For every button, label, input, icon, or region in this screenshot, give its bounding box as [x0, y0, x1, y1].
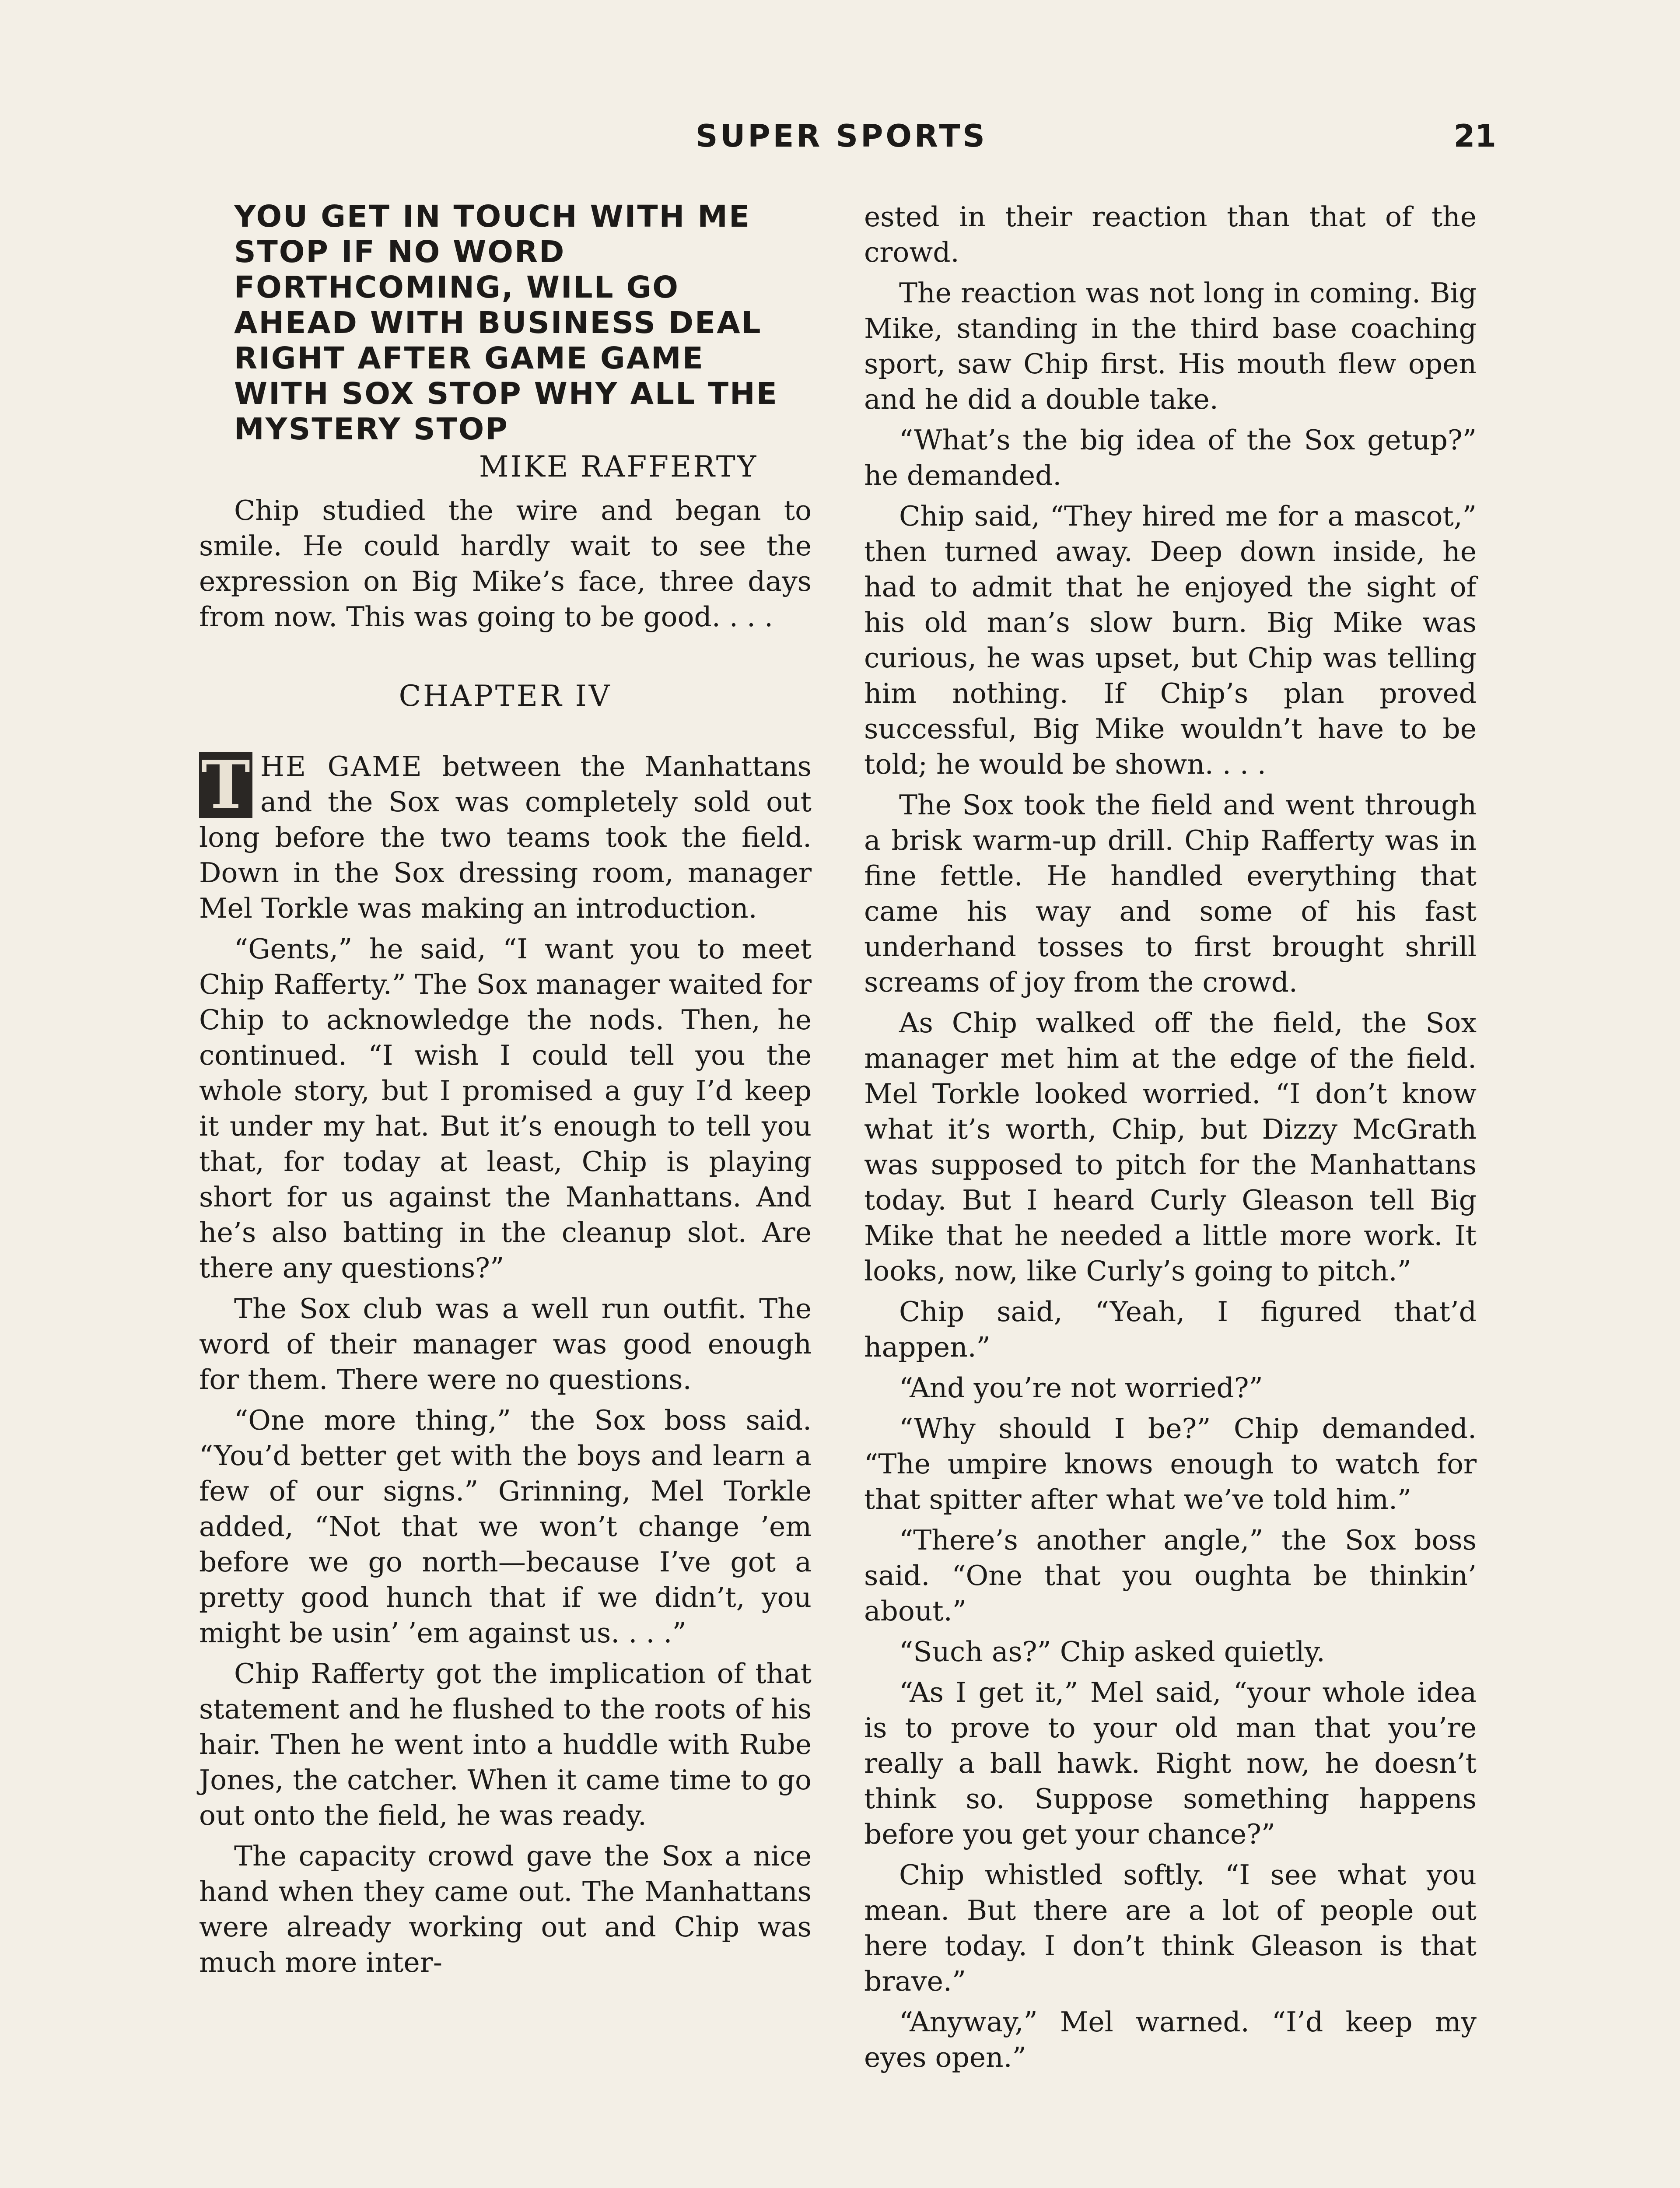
- chapter-heading: CHAPTER IV: [399, 679, 612, 713]
- left-column: [199, 199, 812, 1985]
- paragraph: As Chip walked off the field, the Sox manager met him at the edge of the field. Mel Torkle looked worried. “I don’t know what it’s worth, Chip, but Dizzy McGrath was supposed to pitch for the Manhattans today. But I heard Curly Gleason tell Big Mike that he needed a little more work. It looks, now, like Curly’s going to pitch.”: [864, 1007, 1477, 1287]
- paragraph: “One more thing,” the Sox boss said. “You’d better get with the boys and learn a few of our signs.” Grinning, Mel Torkle added, “Not that we won’t change ’em before we go north—because I’ve got a pretty good hunch that if we didn’t, you might be usin’ ’em against us. . . .”: [199, 1404, 812, 1649]
- paragraph: Chip said, “They hired me for a mascot,” then turned away. Deep down inside, he had to admit that he enjoyed the sight of his old man’s slow burn. Big Mike was curious, he was upset, but Chip was telling him nothing. If Chip’s plan proved successful, Big Mike wouldn’t have to be told; he would be shown. . . .: [864, 500, 1477, 780]
- paragraph: The capacity crowd gave the Sox a nice hand when they came out. The Manhattans were already working out and Chip was much more inter-: [199, 1840, 812, 1978]
- telegram-signature: MIKE RAFFERTY: [479, 450, 758, 484]
- paragraph: The Sox club was a well run outfit. The word of their manager was good enough for them. There were no questions.: [199, 1293, 812, 1396]
- paragraph: The reaction was not long in coming. Big Mike, standing in the third base coaching sport, saw Chip first. His mouth flew open and he did a double take.: [864, 277, 1477, 415]
- telegram-text: YOU GET IN TOUCH WITH ME STOP IF NO WORD FORTHCOMING, WILL GO AHEAD WITH BUSINESS DEAL RIGHT AFTER GAME GAME WITH SOX STOP WHY ALL THE MYSTERY STOP: [234, 199, 778, 447]
- opening-text: between the Manhattans and the Sox was completely sold out long before the two teams took the field. Down in the Sox dressing room, manager Mel Torkle was making an introduction.: [199, 750, 812, 924]
- paragraph: The Sox took the field and went through a brisk warm-up drill. Chip Rafferty was in fine fettle. He handled everything that came his way and some of his fast underhand tosses to first brought shrill screams of joy from the crowd.: [864, 789, 1477, 998]
- paragraph: “Why should I be?” Chip demanded. “The umpire knows enough to watch for that spitter after what we’ve told him.”: [864, 1413, 1477, 1515]
- paragraph: “There’s another angle,” the Sox boss said. “One that you oughta be thinkin’ about.”: [864, 1524, 1477, 1627]
- paragraph: “Anyway,” Mel warned. “I’d keep my eyes open.”: [864, 2006, 1477, 2073]
- paragraph: Chip whistled softly. “I see what you mean. But there are a lot of people out here today. I don’t think Gleason is that brave.”: [864, 1859, 1477, 1997]
- paragraph: Chip studied the wire and began to smile. He could hardly wait to see the expression on Big Mike’s face, three days from now. This was going to be good. . . .: [199, 494, 812, 633]
- paragraph: “What’s the big idea of the Sox getup?” he demanded.: [864, 424, 1477, 491]
- paragraph: “Such as?” Chip asked quietly.: [899, 1636, 1325, 1668]
- running-head: SUPER SPORTS: [696, 118, 987, 154]
- right-column: [864, 199, 1477, 2080]
- paragraph-continued: ested in their reaction than that of the crowd.: [864, 201, 1477, 268]
- page-number: 21: [1453, 118, 1496, 154]
- paragraph: Chip Rafferty got the implication of that statement and he flushed to the roots of his hair. Then he went into a huddle with Rube Jones, the catcher. When it came time to go out onto the field, he was ready.: [199, 1658, 812, 1831]
- opening-small-caps: HE GAME: [260, 750, 423, 782]
- paragraph: “As I get it,” Mel said, “your whole idea is to prove to your old man that you’re really a ball hawk. Right now, he doesn’t think so. Suppose something happens before you get your chance?”: [864, 1676, 1477, 1850]
- paragraph: “And you’re not worried?”: [899, 1372, 1263, 1404]
- chapter-opening-paragraph: [199, 749, 812, 926]
- paragraph: “Gents,” he said, “I want you to meet Chip Rafferty.” The Sox manager waited for Chip to acknowledge the nods. Then, he continued. “I wish I could tell you the whole story, but I promised a guy I’d keep it under my hat. But it’s enough to tell you that, for today at least, Chip is playing short for us against the Manhattans. And he’s also batting in the cleanup slot. Are there any questions?”: [199, 933, 812, 1284]
- drop-cap: T: [199, 752, 252, 818]
- paragraph: Chip said, “Yeah, I figured that’d happen.”: [864, 1296, 1477, 1363]
